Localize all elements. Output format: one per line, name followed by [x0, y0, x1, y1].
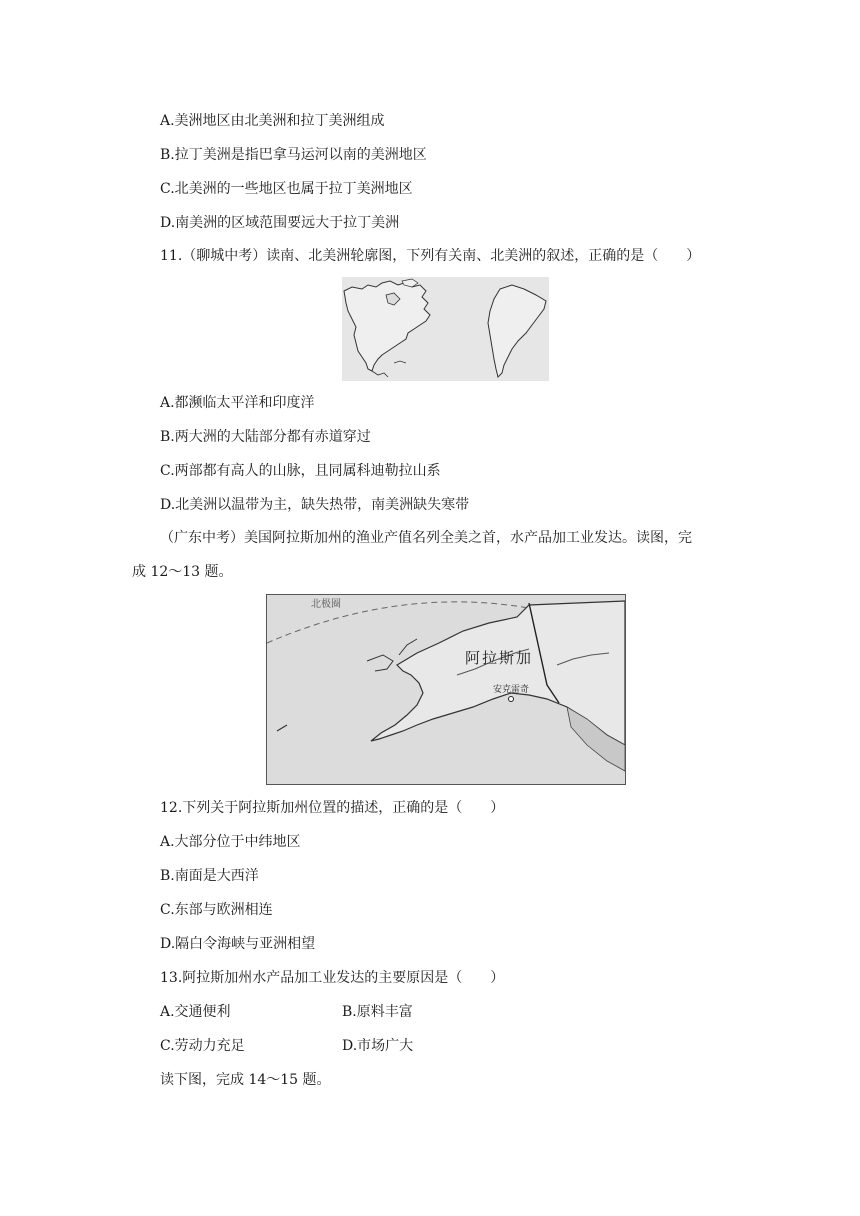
- q10-option-b: B.拉丁美洲是指巴拿马运河以南的美洲地区: [160, 147, 427, 163]
- intro-14-15: 读下图，完成 14～15 题。: [160, 1072, 331, 1088]
- q12-stem: 12.下列关于阿拉斯加州位置的描述，正确的是（ ）: [160, 800, 505, 816]
- caribbean-islands-outline: [394, 361, 406, 363]
- q13-stem: 13.阿拉斯加州水产品加工业发达的主要原因是（ ）: [160, 970, 505, 986]
- q11-option-a: A.都濒临太平洋和印度洋: [160, 395, 315, 411]
- seward-peninsula-outline: [367, 655, 393, 671]
- q11-option-b: B.两大洲的大陆部分都有赤道穿过: [160, 429, 371, 445]
- q12-option-b: B.南面是大西洋: [160, 868, 259, 884]
- q13-option-b: B.原料丰富: [342, 1004, 413, 1020]
- alaska-map: [266, 594, 626, 785]
- q10-option-d: D.南美洲的区域范围要远大于拉丁美洲: [160, 215, 400, 231]
- north-coast-outline: [399, 639, 417, 655]
- americas-outline-map: [342, 277, 549, 381]
- americas-outline-svg: [342, 277, 549, 381]
- intro-12-13-line1: （广东中考）美国阿拉斯加州的渔业产值名列全美之首，水产品加工业发达。读图，完: [160, 530, 692, 546]
- q11-option-d: D.北美洲以温带为主，缺失热带，南美洲缺失寒带: [160, 497, 470, 513]
- intro-12-13-line2: 成 12～13 题。: [132, 564, 233, 580]
- q11-stem: 11.（聊城中考）读南、北美洲轮廓图，下列有关南、北美洲的叙述，正确的是（ ）: [160, 248, 701, 264]
- alaska-map-svg: [267, 595, 625, 784]
- aleutian-islands-mark: [277, 725, 287, 731]
- anchorage-dot: [509, 697, 514, 702]
- q13-option-c: C.劳动力充足: [160, 1038, 245, 1054]
- alaska-label: 阿拉斯加: [465, 649, 534, 667]
- q12-option-a: A.大部分位于中纬地区: [160, 834, 301, 850]
- q13-option-d: D.市场广大: [342, 1038, 414, 1054]
- anchorage-label: 安克雷奇: [493, 685, 530, 695]
- q12-option-d: D.隔白令海峡与亚洲相望: [160, 936, 316, 952]
- q10-option-c: C.北美洲的一些地区也属于拉丁美洲地区: [160, 181, 413, 197]
- q12-option-c: C.东部与欧洲相连: [160, 902, 273, 918]
- q13-option-a: A.交通便利: [160, 1004, 231, 1020]
- arctic-circle-label: 北极圈: [311, 599, 341, 610]
- q11-option-c: C.两部都有高人的山脉，且同属科迪勒拉山系: [160, 463, 441, 479]
- central-america-outline: [372, 371, 388, 377]
- south-america-outline: [488, 285, 546, 377]
- q10-option-a: A.美洲地区由北美洲和拉丁美洲组成: [160, 113, 385, 129]
